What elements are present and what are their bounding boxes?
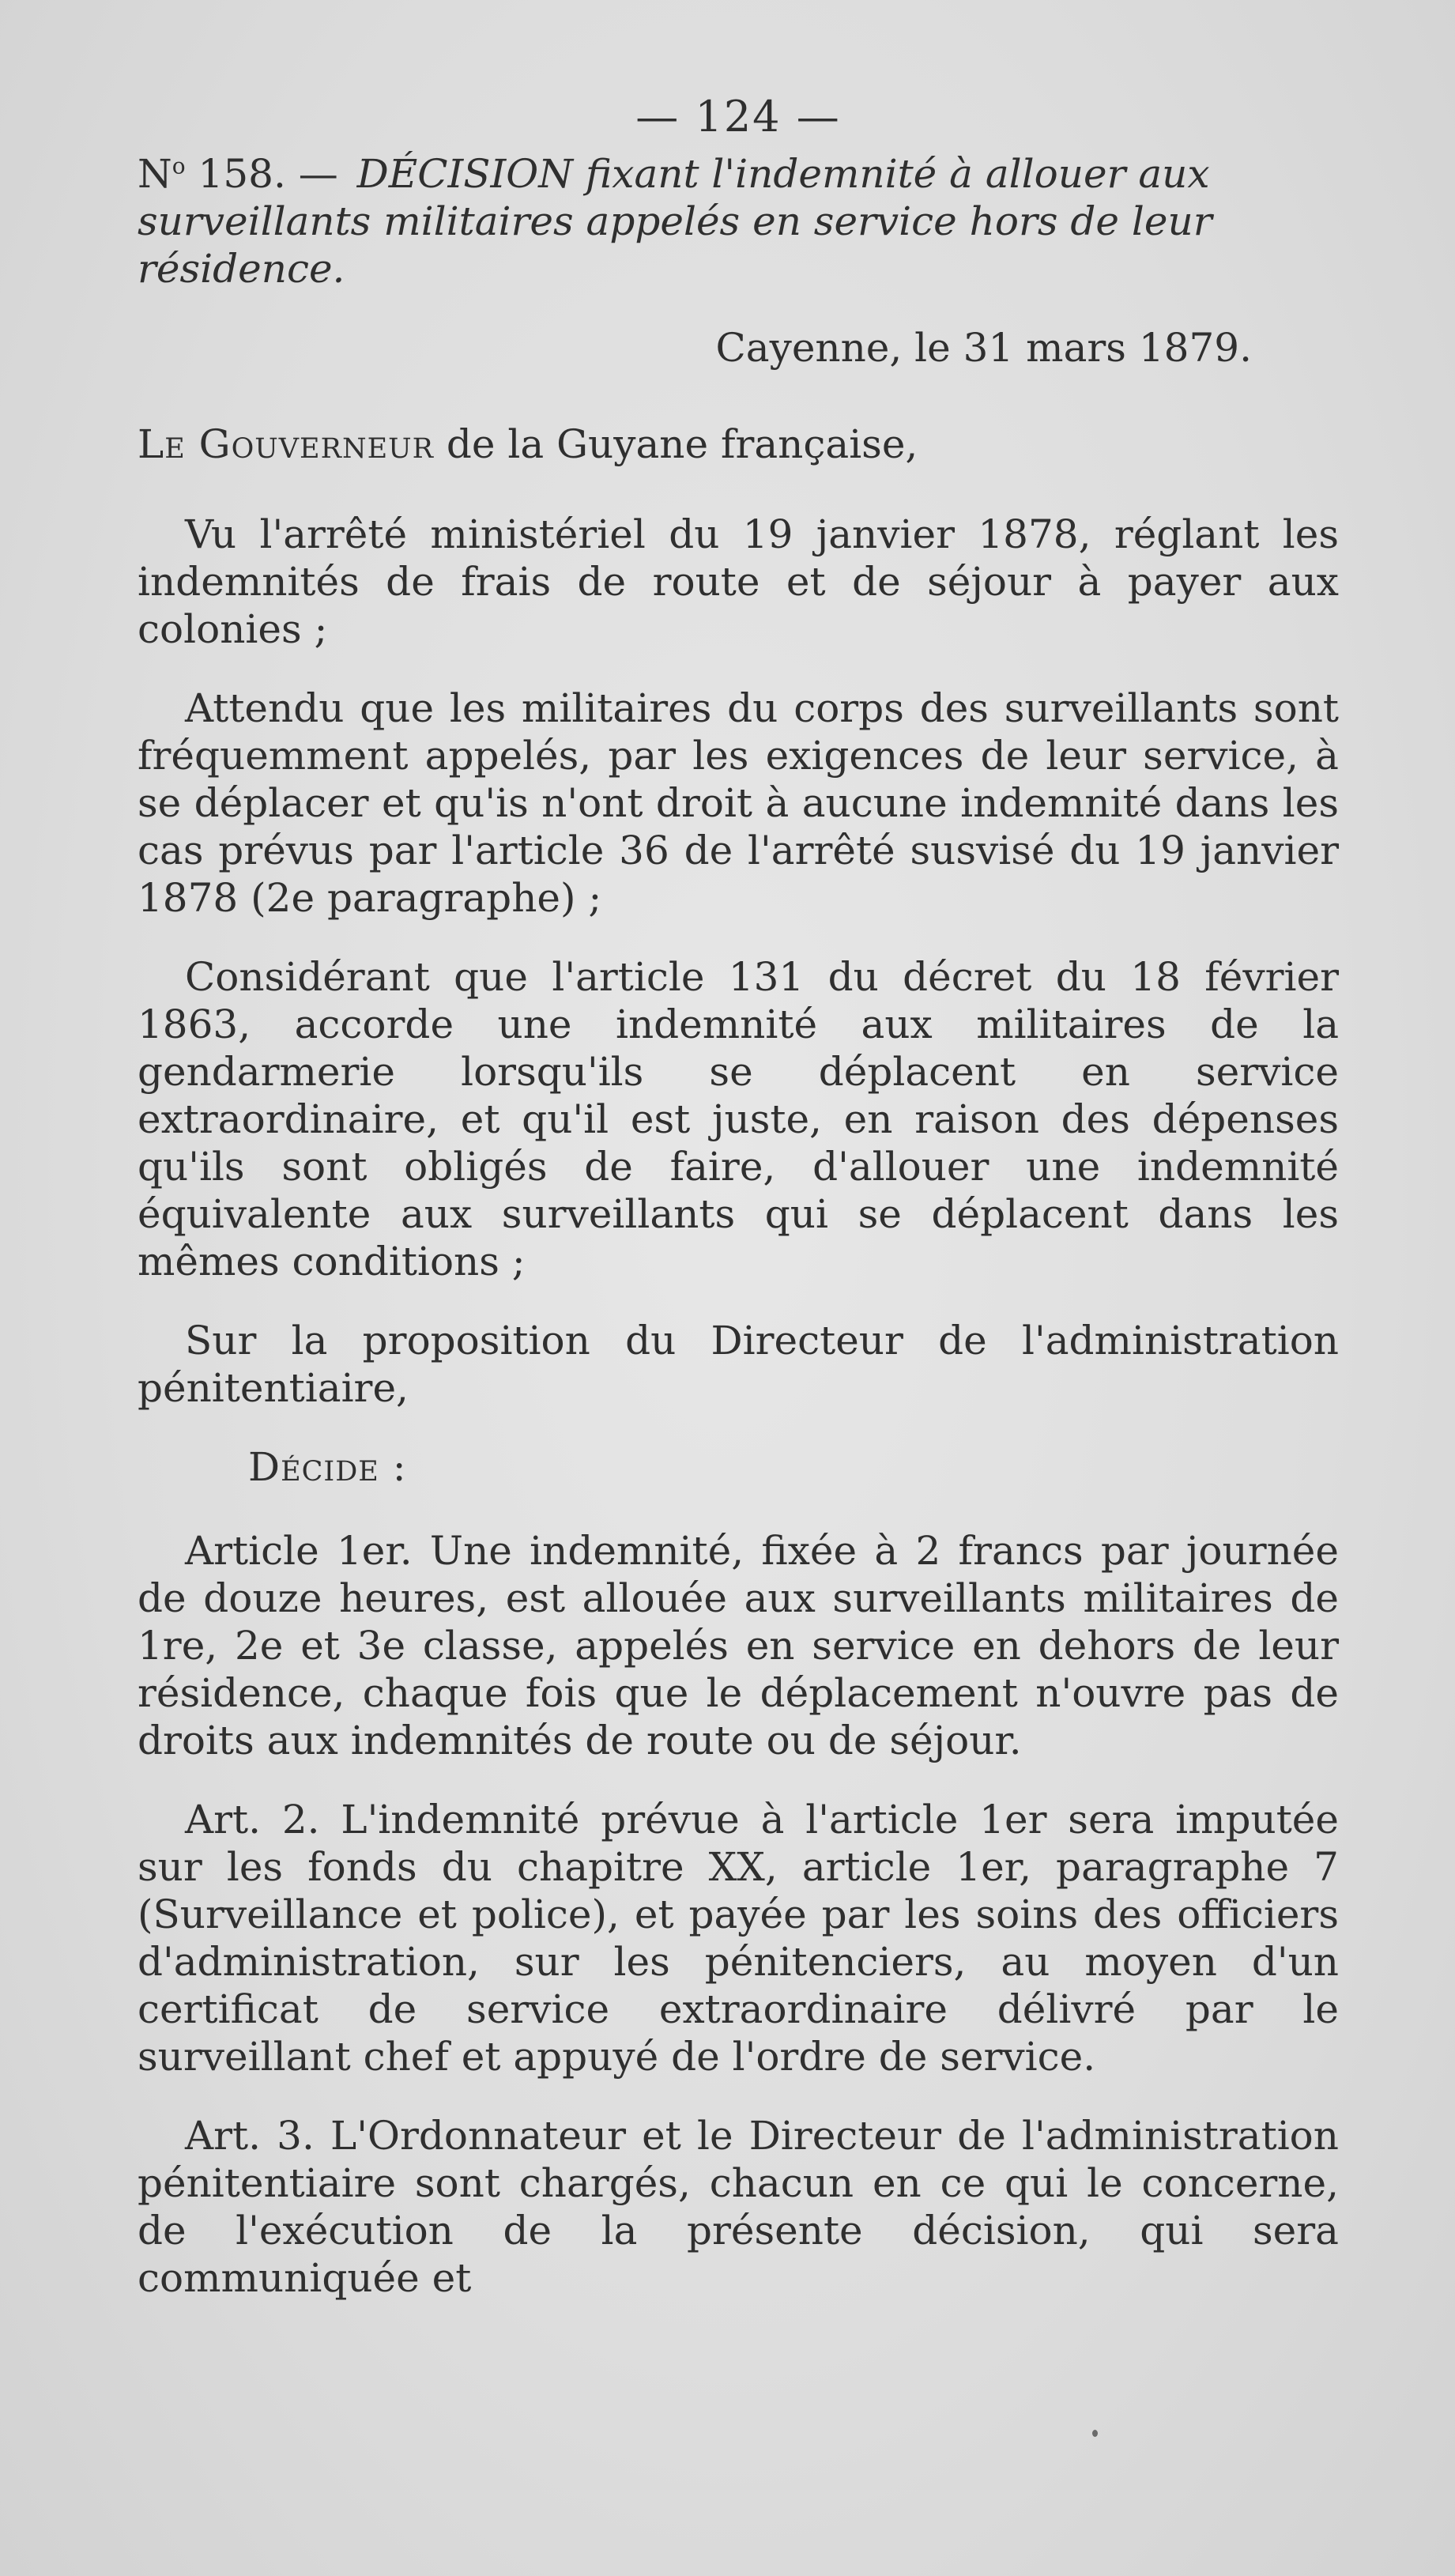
paragraph-proposition: Sur la proposition du Directeur de l'administration pénitentiaire, (138, 1318, 1339, 1411)
dateline: Cayenne, le 31 mars 1879. (715, 325, 1252, 371)
paragraph-vu: Vu l'arrêté ministériel du 19 janvier 1878, réglant les indemnités de frais de route et de séjour à payer aux colonies ; (138, 511, 1339, 652)
issuer-title: Le Gouverneur (138, 421, 434, 467)
issuer-rest: de la Guyane française, (446, 421, 918, 467)
paragraph-attendu: Attendu que les militaires du corps des surveillants sont fréquemment appelés, par les exigences de leur service, à se déplacer et qu'is n'ont droit à aucune indemnité dans les cas prévus par l'article 36 de l'arrêté susvisé du 19 janvier 1878 (2e paragraphe) ; (138, 685, 1339, 921)
article-3: Art. 3. L'Ordonnateur et le Directeur de l'administration pénitentiaire sont chargés, chacun en ce qui le concerne, de l'exécution de la présente décision, qui sera communiquée et (138, 2113, 1339, 2301)
article-1: Article 1er. Une indemnité, fixée à 2 francs par journée de douze heures, est allouée aux surveillants militaires de 1re, 2e et 3e classe, appelés en service en dehors de leur résidence, chaque fois que le déplacement n'ouvre pas de droits aux indemnités de route ou de séjour. (138, 1528, 1339, 1763)
decision-heading (138, 150, 1339, 292)
decision-number: $N^o$ 158. — (138, 151, 338, 197)
issuer-line (138, 421, 1339, 468)
page-number: — 124 — (635, 92, 841, 141)
paragraph-considerant: Considérant que l'article 131 du décret du 18 février 1863, accorde une indemnité aux militaires de la gendarmerie lorsqu'ils se déplacent en service extraordinaire, et qu'il est juste, en raison des dépenses qu'ils sont obligés de faire, d'allouer une indemnité équivalente aux surveillants qui se déplacent dans les mêmes conditions ; (138, 954, 1339, 1284)
decide-heading: Décide : (248, 1444, 407, 1490)
article-2: Art. 2. L'indemnité prévue à l'article 1er sera imputée sur les fonds du chapitre XX, article 1er, paragraphe 7 (Surveillance et police), et payée par les soins des officiers d'administration, sur les pénitenciers, au moyen d'un certificat de service extraordinaire délivré par le surveillant chef et appuyé de l'ordre de service. (138, 1797, 1339, 2080)
decision-title: DÉCISION fixant l'indemnité à allouer aux surveillants militaires appelés en service hors de leur résidence. (138, 151, 1212, 292)
document-body (138, 93, 1339, 2333)
ink-speck (1092, 2430, 1098, 2437)
